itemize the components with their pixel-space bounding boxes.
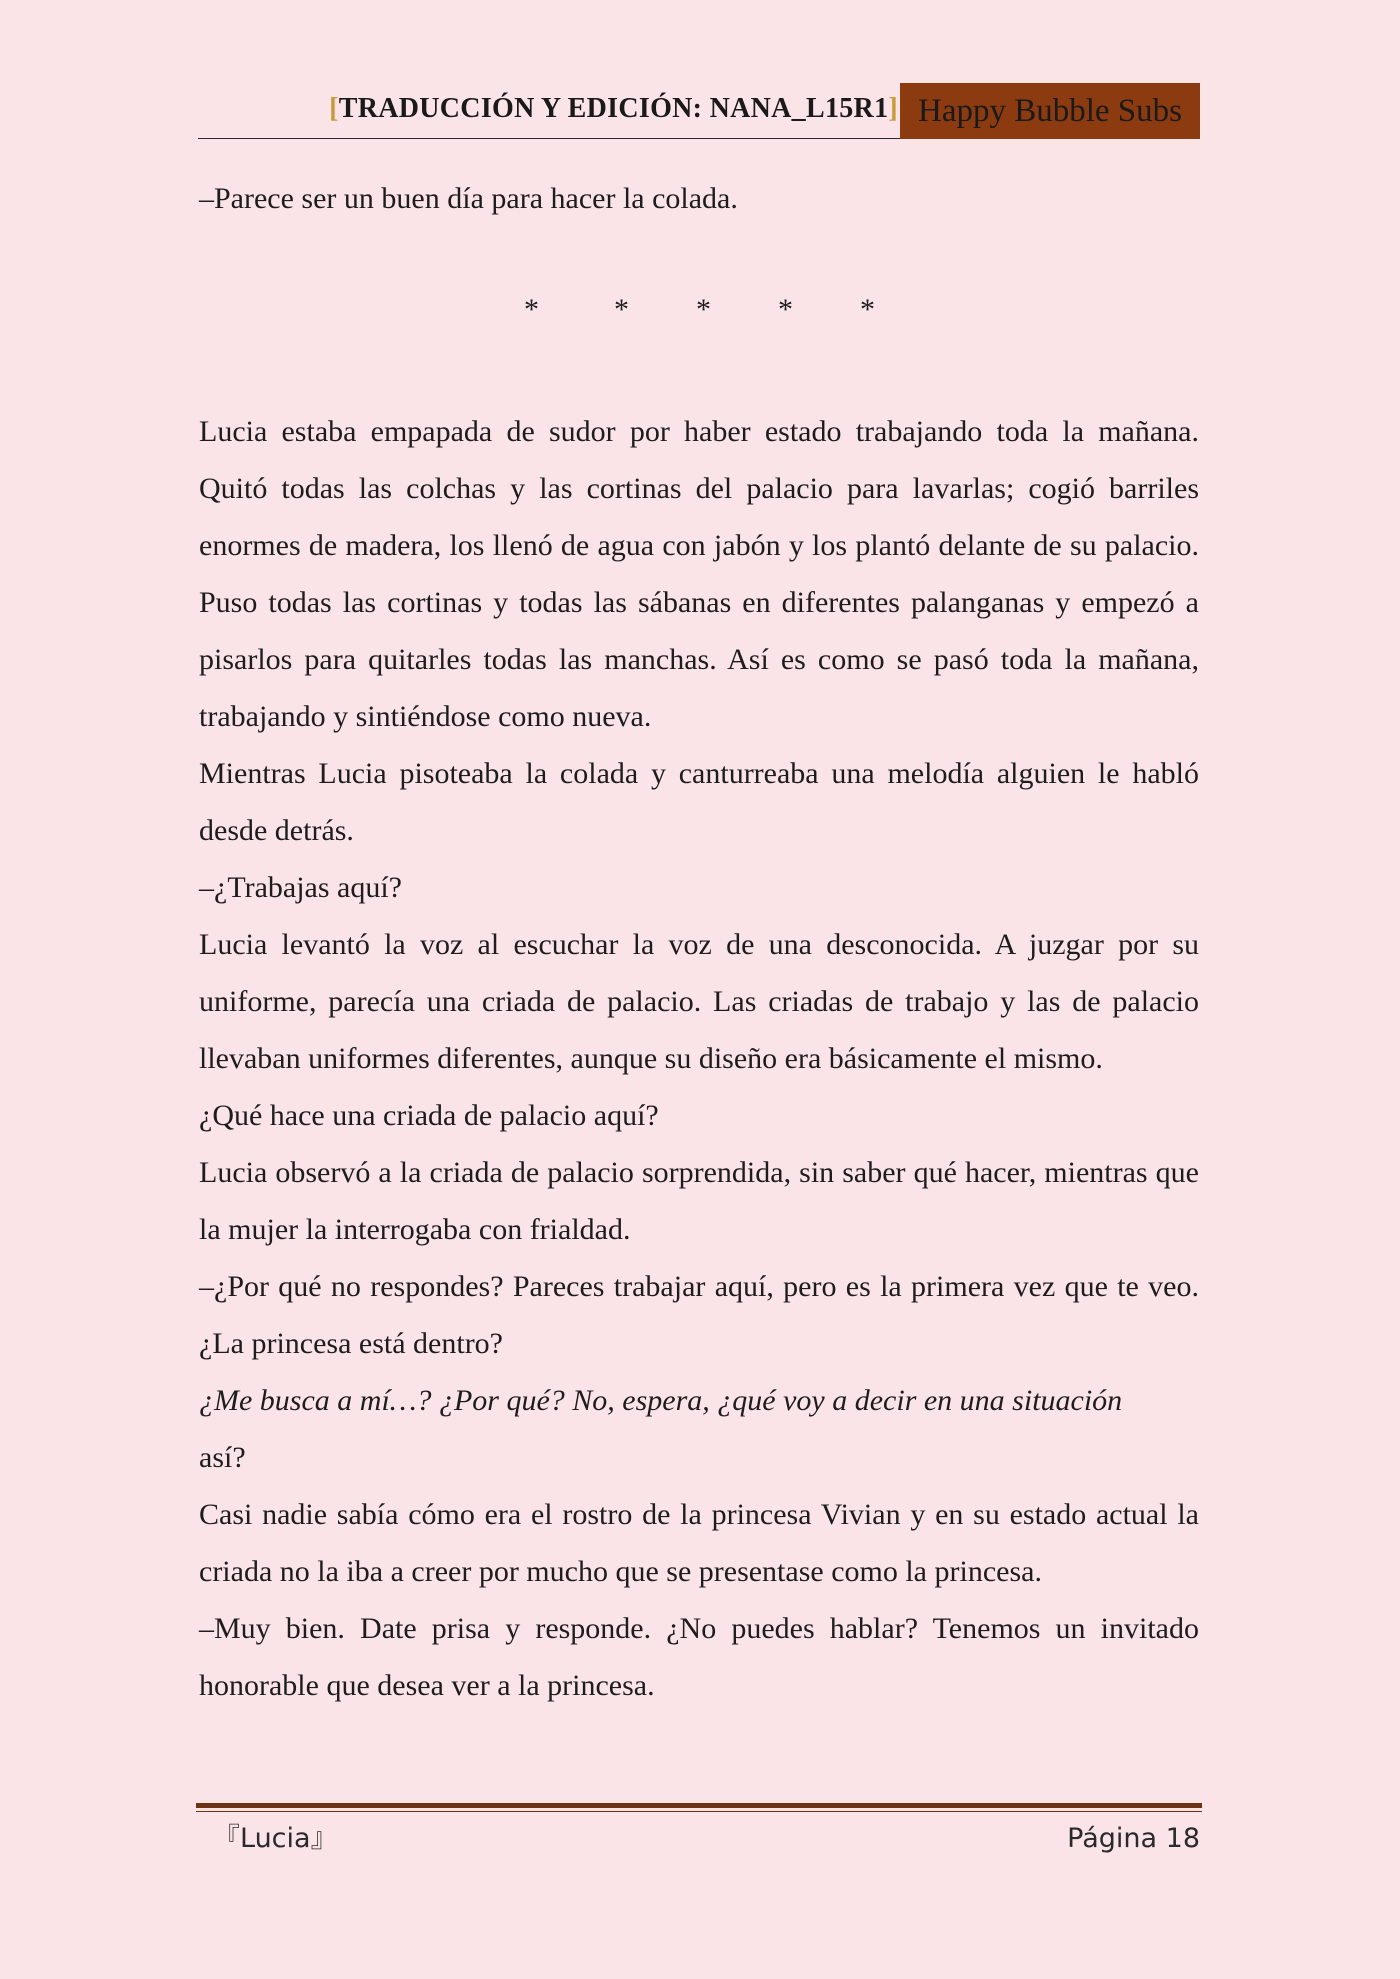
separator-asterisk: * — [614, 293, 629, 326]
page-body — [199, 170, 1199, 1714]
credit-bracket-open: [ — [329, 93, 339, 124]
separator-asterisk: * — [778, 293, 793, 326]
dialogue-line: –Muy bien. Date prisa y responde. ¿No puedes hablar? Tenemos un invitado honorable que desea ver a la princesa. — [199, 1612, 1199, 1702]
paragraph: Mientras Lucia pisoteaba la colada y canturreaba una melodía alguien le habló desde detrás. — [199, 757, 1199, 847]
paragraph: Casi nadie sabía cómo era el rostro de la princesa Vivian y en su estado actual la criada no la iba a creer por mucho que se presentase como la princesa. — [199, 1498, 1199, 1588]
page-header — [198, 83, 1200, 139]
paragraph: Lucia levantó la voz al escuchar la voz de una desconocida. A juzgar por su uniforme, parecía una criada de palacio. Las criadas de trabajo y las de palacio llevaban uniformes diferentes, aunque su diseño era básicamente el mismo. — [199, 928, 1199, 1075]
credit-bracket-close: ] — [888, 93, 898, 124]
group-badge: Happy Bubble Subs — [900, 83, 1200, 139]
book-title: 『Lucia』 — [213, 1823, 338, 1854]
scene-separator — [199, 285, 1199, 339]
separator-asterisk: * — [524, 293, 539, 326]
paragraph: así? — [199, 1441, 246, 1474]
paragraph: Lucia observó a la criada de palacio sorprendida, sin saber qué hacer, mientras que la mujer la interrogaba con frialdad. — [199, 1156, 1199, 1246]
dialogue-line: –¿Trabajas aquí? — [199, 871, 402, 904]
separator-asterisk: * — [696, 293, 711, 326]
dialogue-line: –¿Por qué no respondes? Pareces trabajar aquí, pero es la primera vez que te veo. ¿La princesa está dentro? — [199, 1270, 1199, 1360]
footer-rule-thick — [196, 1803, 1202, 1808]
credit-text: TRADUCCIÓN Y EDICIÓN: NANA_L15R1 — [338, 93, 889, 124]
footer-rule-thin — [196, 1811, 1202, 1812]
paragraph: Lucia estaba empapada de sudor por haber estado trabajando toda la mañana. Quitó todas las colchas y las cortinas del palacio para lavarlas; cogió barriles enormes de madera, los llenó de agua con jabón y los plantó delante de su palacio. Puso todas las cortinas y todas las sábanas en diferentes palanganas y empezó a pisarlos para quitarles todas las manchas. Así es como se pasó toda la mañana, trabajando y sintiéndose como nueva. — [199, 415, 1199, 733]
page-number: Página 18 — [1067, 1823, 1200, 1854]
italic-thought: ¿Me busca a mí…? ¿Por qué? No, espera, ¿qué voy a decir en una situación — [199, 1384, 1123, 1417]
header-rule — [198, 138, 900, 139]
thought-line: ¿Qué hace una criada de palacio aquí? — [199, 1099, 659, 1132]
translation-credit — [329, 93, 898, 125]
opening-line: –Parece ser un buen día para hacer la colada. — [199, 182, 738, 215]
separator-asterisk: * — [860, 293, 875, 326]
